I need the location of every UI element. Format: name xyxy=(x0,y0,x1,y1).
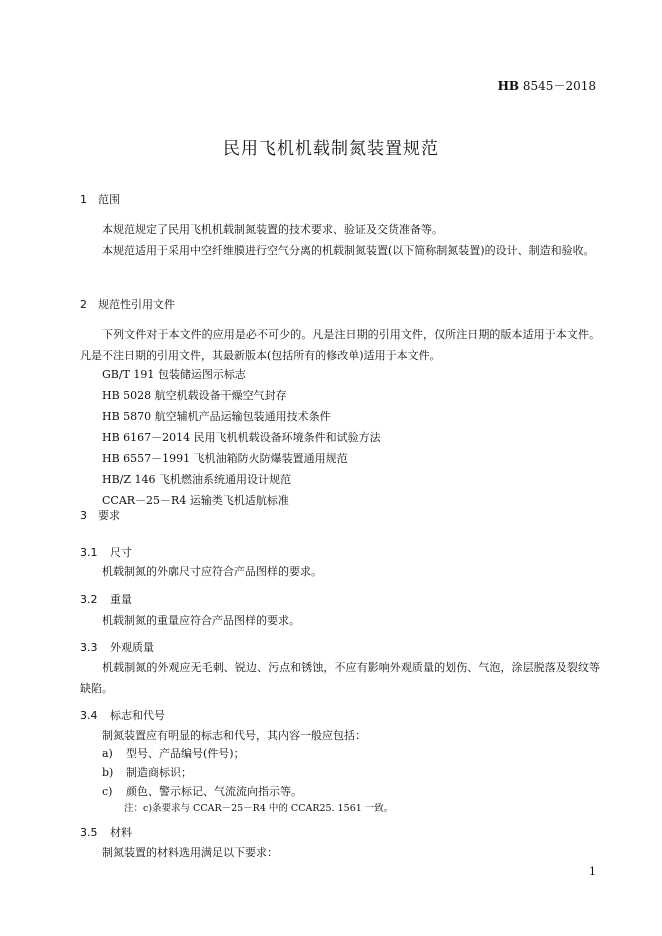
subsection-3-5-text: 制氮装置的材料选用满足以下要求： xyxy=(102,846,278,859)
paragraph-text: 本规范适用于采用中空纤维膜进行空气分离的机载制氮装置(以下简称制氮装置)的设计、制造和验收。 xyxy=(102,244,595,257)
section-title: 规范性引用文件 xyxy=(98,298,175,311)
paragraph-text: 本规范规定了民用飞机机载制氮装置的技术要求、验证及交货准备等。 xyxy=(102,223,443,236)
page-number: 1 xyxy=(589,865,596,878)
subsection-number: 3.1 xyxy=(80,546,98,559)
section-2-heading xyxy=(80,296,175,312)
list-marker: c) xyxy=(102,785,113,798)
subsection-number: 3.5 xyxy=(80,826,98,839)
section-title: 范围 xyxy=(98,193,120,206)
section-1-heading xyxy=(80,191,120,207)
note-text: 注：c)条要求与 CCAR－25－R4 中的 CCAR25. 1561 一致。 xyxy=(124,803,394,814)
standard-code xyxy=(498,77,596,94)
section-number: 2 xyxy=(80,298,87,311)
subsection-3-3-text xyxy=(80,657,600,699)
reference-item: CCAR－25－R4 运输类飞机适航标准 xyxy=(102,494,289,507)
list-marker: a) xyxy=(102,747,113,760)
subsection-number: 3.3 xyxy=(80,641,98,654)
section-title: 要求 xyxy=(98,509,120,522)
reference-item: GB/T 191 包装储运图示标志 xyxy=(102,368,246,381)
subsection-3-2-text: 机载制氮的重量应符合产品图样的要求。 xyxy=(102,614,300,627)
list-item-text: 型号、产品编号(件号)； xyxy=(126,747,245,760)
reference-item: HB/Z 146 飞机燃油系统通用设计规范 xyxy=(102,473,292,486)
reference-item: HB 5028 航空机载设备干燥空气封存 xyxy=(102,389,287,402)
paragraph-text: 下列文件对于本文件的应用是必不可少的。凡是注日期的引用文件，仅所注日期的版本适用于本文件。凡是不注日期的引用文件，其最新版本(包括所有的修改单)适用于本文件。 xyxy=(80,328,600,362)
standard-number: 8545－2018 xyxy=(522,79,596,93)
section-number: 1 xyxy=(80,193,87,206)
document-title: 民用飞机机载制氮装置规范 xyxy=(223,139,439,159)
list-item xyxy=(102,781,302,802)
list-item xyxy=(102,743,245,764)
section-number: 3 xyxy=(80,509,87,522)
subsection-3-1-heading xyxy=(80,544,132,560)
subsection-3-3-heading xyxy=(80,639,154,655)
standard-prefix: HB xyxy=(497,79,520,93)
subsection-title: 重量 xyxy=(110,593,132,606)
section-2-paragraph-1 xyxy=(80,324,600,366)
list-marker: b) xyxy=(102,766,114,779)
subsection-title: 材料 xyxy=(110,826,132,839)
section-1-paragraph-1 xyxy=(80,219,600,240)
subsection-3-1-text: 机载制氮的外廓尺寸应符合产品图样的要求。 xyxy=(102,565,322,578)
subsection-number: 3.2 xyxy=(80,593,98,606)
list-item-text: 制造商标识； xyxy=(126,766,192,779)
subsection-3-2-heading xyxy=(80,591,132,607)
paragraph-text: 机载制氮的外观应无毛刺、锐边、污点和锈蚀，不应有影响外观质量的划伤、气泡，涂层脱落及裂纹等缺陷。 xyxy=(80,661,600,695)
subsection-3-4-heading xyxy=(80,707,165,723)
subsection-number: 3.4 xyxy=(80,709,98,722)
reference-item: HB 5870 航空辅机产品运输包装通用技术条件 xyxy=(102,410,331,423)
subsection-title: 外观质量 xyxy=(110,641,154,654)
section-3-heading xyxy=(80,507,120,523)
subsection-3-5-heading xyxy=(80,824,132,840)
subsection-title: 标志和代号 xyxy=(110,709,165,722)
reference-item: HB 6167－2014 民用飞机机载设备环境条件和试验方法 xyxy=(102,431,381,444)
section-1-paragraph-2 xyxy=(80,240,600,261)
subsection-3-4-text: 制氮装置应有明显的标志和代号，其内容一般应包括： xyxy=(102,729,366,742)
reference-item: HB 6557－1991 飞机油箱防火防爆装置通用规范 xyxy=(102,452,348,465)
list-item xyxy=(102,762,192,783)
subsection-title: 尺寸 xyxy=(110,546,132,559)
list-item-text: 颜色、警示标记、气流流向指示等。 xyxy=(126,785,302,798)
